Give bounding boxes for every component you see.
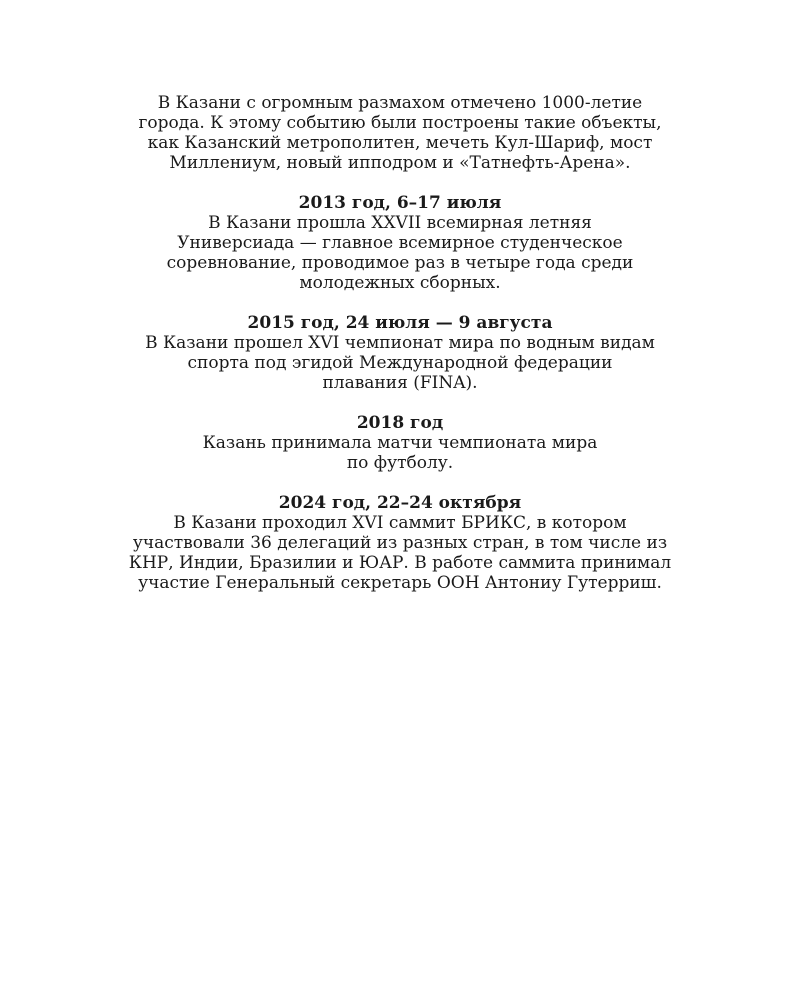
event-heading: 2024 год, 22–24 октября [278,493,522,513]
event-line: В Казани прошел XVI чемпионат мира по водным видам [145,333,655,353]
event-brics-2024 [0,493,800,593]
event-line: соревнование, проводимое раз в четыре года среди [166,253,634,273]
event-aquatics-2015 [0,313,800,393]
event-universiade-2013 [0,193,800,293]
event-world-cup-2018 [0,413,800,473]
event-heading: 2018 год [356,413,444,433]
intro-line: В Казани с огромным размахом отмечено 1000-летие [157,93,643,113]
event-line: спорта под эгидой Международной федерации [187,353,613,373]
event-line: плавания (FINA). [322,373,478,393]
intro-paragraph [0,93,800,173]
event-line: Казань принимала матчи чемпионата мира [202,433,598,453]
document-page [0,93,800,613]
event-line: участие Генеральный секретарь ООН Антониу Гутерриш. [138,573,662,593]
intro-line: Миллениум, новый ипподром и «Татнефть-Арена». [169,153,631,173]
event-heading: 2013 год, 6–17 июля [298,193,502,213]
event-line: участвовали 36 делегаций из разных стран, в том числе из [132,533,668,553]
event-heading: 2015 год, 24 июля — 9 августа [247,313,553,333]
intro-line: как Казанский метрополитен, мечеть Кул-Шариф, мост [147,133,653,153]
event-line: В Казани проходил XVI саммит БРИКС, в котором [173,513,627,533]
event-line: по футболу. [346,453,454,473]
event-line: Универсиада — главное всемирное студенческое [177,233,623,253]
event-line: КНР, Индии, Бразилии и ЮАР. В работе саммита принимал [128,553,672,573]
event-line: молодежных сборных. [299,273,501,293]
intro-line: города. К этому событию были построены такие объекты, [138,113,662,133]
event-line: В Казани прошла XXVII всемирная летняя [208,213,592,233]
